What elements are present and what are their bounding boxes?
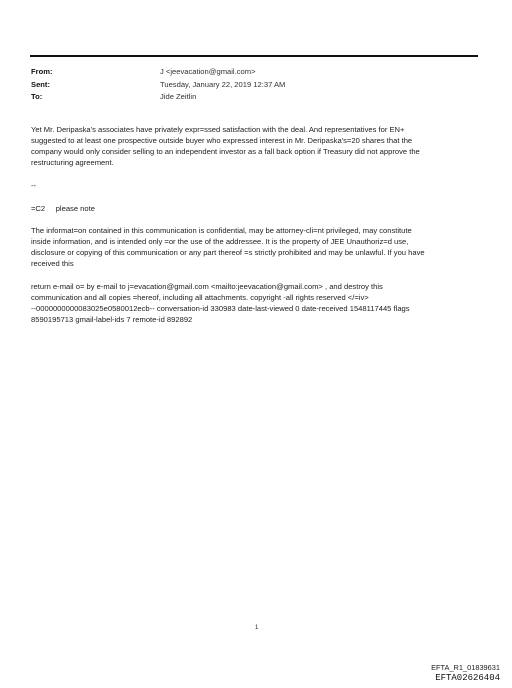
body-paragraph-1 [31, 124, 481, 168]
from-value: J <jeevacation@gmail.com> [160, 67, 256, 76]
paragraph-line: received this [31, 259, 74, 268]
separator-line: -- [31, 181, 37, 190]
to-label: To: [31, 92, 43, 101]
sent-label: Sent: [31, 80, 50, 89]
body-paragraph-3 [31, 281, 481, 325]
paragraph-line: 8590195713 gmail-label-ids 7 remote-id 892892 [31, 315, 193, 324]
paragraph-line: The informat=on contained in this communication is confidential, may be attorney-cli=nt privileged, may constitute [31, 226, 412, 235]
body-paragraph-2 [31, 225, 481, 269]
from-label: From: [31, 67, 53, 76]
paragraph-line: communication and all copies =hereof, including all attachments. copyright -all rights reserved </=iv> [31, 293, 369, 302]
paragraph-line: inside information, and is intended only =or the use of the addressee. It is the property of JEE Unauthoriz=d use, [31, 237, 409, 246]
bates-number-primary: EFTA_R1_01839631 [431, 663, 500, 672]
paragraph-line: Yet Mr. Deripaska's associates have privately expr=ssed satisfaction with the deal. And representatives for EN+ [31, 125, 405, 134]
note-line: =C2 please note [31, 204, 95, 213]
paragraph-line: --0000000000083025e0580012ecb-- conversation-id 330983 date-last-viewed 0 date-received 1548117445 flags [31, 304, 410, 313]
paragraph-line: suggested to at least one prospective outside buyer who expressed interest in Mr. Deripaska's=20 shares that the [31, 136, 413, 145]
header-divider [30, 55, 478, 57]
paragraph-line: disclosure or copying of this communication or any part thereof =s strictly prohibited and may be unlawful. If you have [31, 248, 425, 257]
bates-number-secondary: EFTA02626404 [435, 673, 500, 683]
page-number: 1 [255, 625, 259, 631]
paragraph-line: return e-mail o= by e-mail to j=evacation@gmail.com <mailto:jeevacation@gmail.com> , and destroy this [31, 282, 383, 291]
to-value: Jide Zeitlin [160, 92, 197, 101]
paragraph-line: restructuring agreement. [31, 158, 114, 167]
sent-value: Tuesday, January 22, 2019 12:37 AM [160, 80, 286, 89]
paragraph-line: company would only consider selling to an independent investor as a fall back option if Treasury did not approve the [31, 147, 420, 156]
